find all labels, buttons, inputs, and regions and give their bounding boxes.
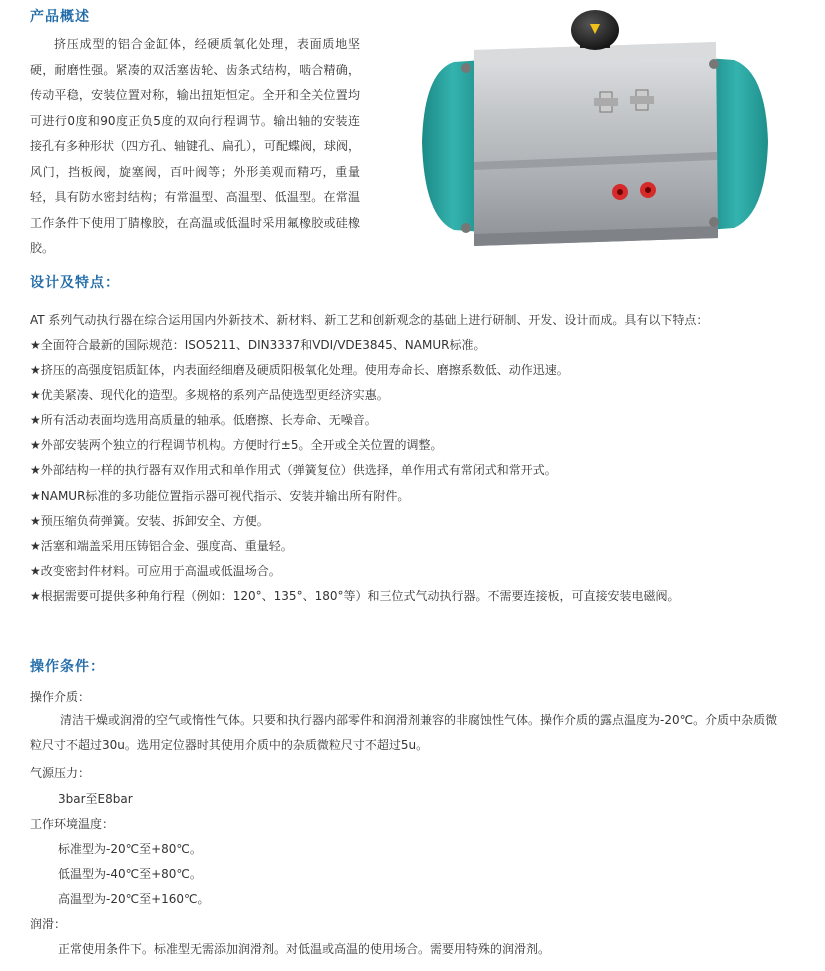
feature-item: ★外部结构一样的执行器有双作用式和单作用式（弹簧复位）供选择，单作用式有常闭式和常开式。: [30, 463, 557, 477]
overview-text: 挤压成型的铝合金缸体，经硬质氧化处理，表面质地坚硬，耐磨性强。紧凑的双活塞齿轮、齿条式结构，啮合精确，传动平稳，安装位置对称，输出扭矩恒定。全开和全关位置均可进行0度和90度正负5度的双向行程调节。输出轴的安装连接孔有多种形状（四方孔、轴键孔、扁孔），可配蝶阀，球阀，风门，挡板阀，旋塞阀，百叶阀等；外形美观而精巧，重量轻，具有防水密封结构；有常温型、高温型、低温型。在常温工作条件下使用丁腈橡胶，在高温或低温时采用氟橡胶或硅橡胶。: [30, 37, 361, 255]
temp-high: 高温型为-20℃至+160℃。: [58, 892, 210, 906]
operating-title: 操作条件：: [30, 659, 105, 675]
design-title: 设计及特点：: [30, 275, 120, 291]
temp-low: 低温型为-40℃至+80℃。: [58, 867, 202, 881]
design-intro: AT 系列气动执行器在综合运用国内外新技术、新材料、新工艺和创新观念的基础上进行研制、开发、设计而成。具有以下特点：: [30, 313, 709, 327]
feature-item: ★预压缩负荷弹簧。安装、拆卸安全、方便。: [30, 514, 269, 528]
feature-item: ★活塞和端盖采用压铸铝合金、强度高、重量轻。: [30, 539, 293, 553]
feature-item: ★根据需要可提供多种角行程（例如：120°、135°、180°等）和三位式气动执行器。不需要连接板，可直接安装电磁阀。: [30, 589, 680, 603]
feature-item: ★改变密封件材料。可应用于高温或低温场合。: [30, 564, 281, 578]
temp-standard: 标准型为-20℃至+80℃。: [58, 842, 202, 856]
actuator-product-image: [414, 2, 774, 257]
feature-item: ★优美紧凑、现代化的造型。多规格的系列产品使选型更经济实惠。: [30, 388, 389, 402]
lube-label: 润滑：: [30, 917, 67, 931]
feature-item: ★全面符合最新的国际规范：ISO5211、DIN3337和VDI/VDE3845、NAMUR标准。: [30, 338, 486, 352]
pressure-value: 3bar至E8bar: [58, 792, 133, 806]
feature-item: ★外部安装两个独立的行程调节机构。方便时行±5。全开或全关位置的调整。: [30, 438, 443, 452]
pressure-label: 气源压力：: [30, 766, 91, 780]
feature-item: ★挤压的高强度铝质缸体，内表面经细磨及硬质阳极氧化处理。使用寿命长、磨擦系数低、动作迅速。: [30, 363, 569, 377]
medium-text: 清洁干燥或润滑的空气或惰性气体。只要和执行器内部零件和润滑剂兼容的非腐蚀性气体。操作介质的露点温度为-20℃。介质中杂质微粒尺寸不超过30u。选用定位器时其使用介质中的杂质微粒尺寸不超过5u。: [30, 713, 778, 752]
lube-text: 正常使用条件下。标准型无需添加润滑剂。对低温或高温的使用场合。需要用特殊的润滑剂。: [58, 942, 551, 956]
feature-item: ★NAMUR标准的多功能位置指示器可视代指示、安装并输出所有附件。: [30, 489, 410, 503]
medium-label: 操作介质：: [30, 690, 91, 704]
temp-label: 工作环境温度：: [30, 817, 115, 831]
overview-title: 产品概述: [30, 9, 90, 25]
feature-item: ★所有活动表面均选用高质量的轴承。低磨擦、长寿命、无噪音。: [30, 413, 377, 427]
